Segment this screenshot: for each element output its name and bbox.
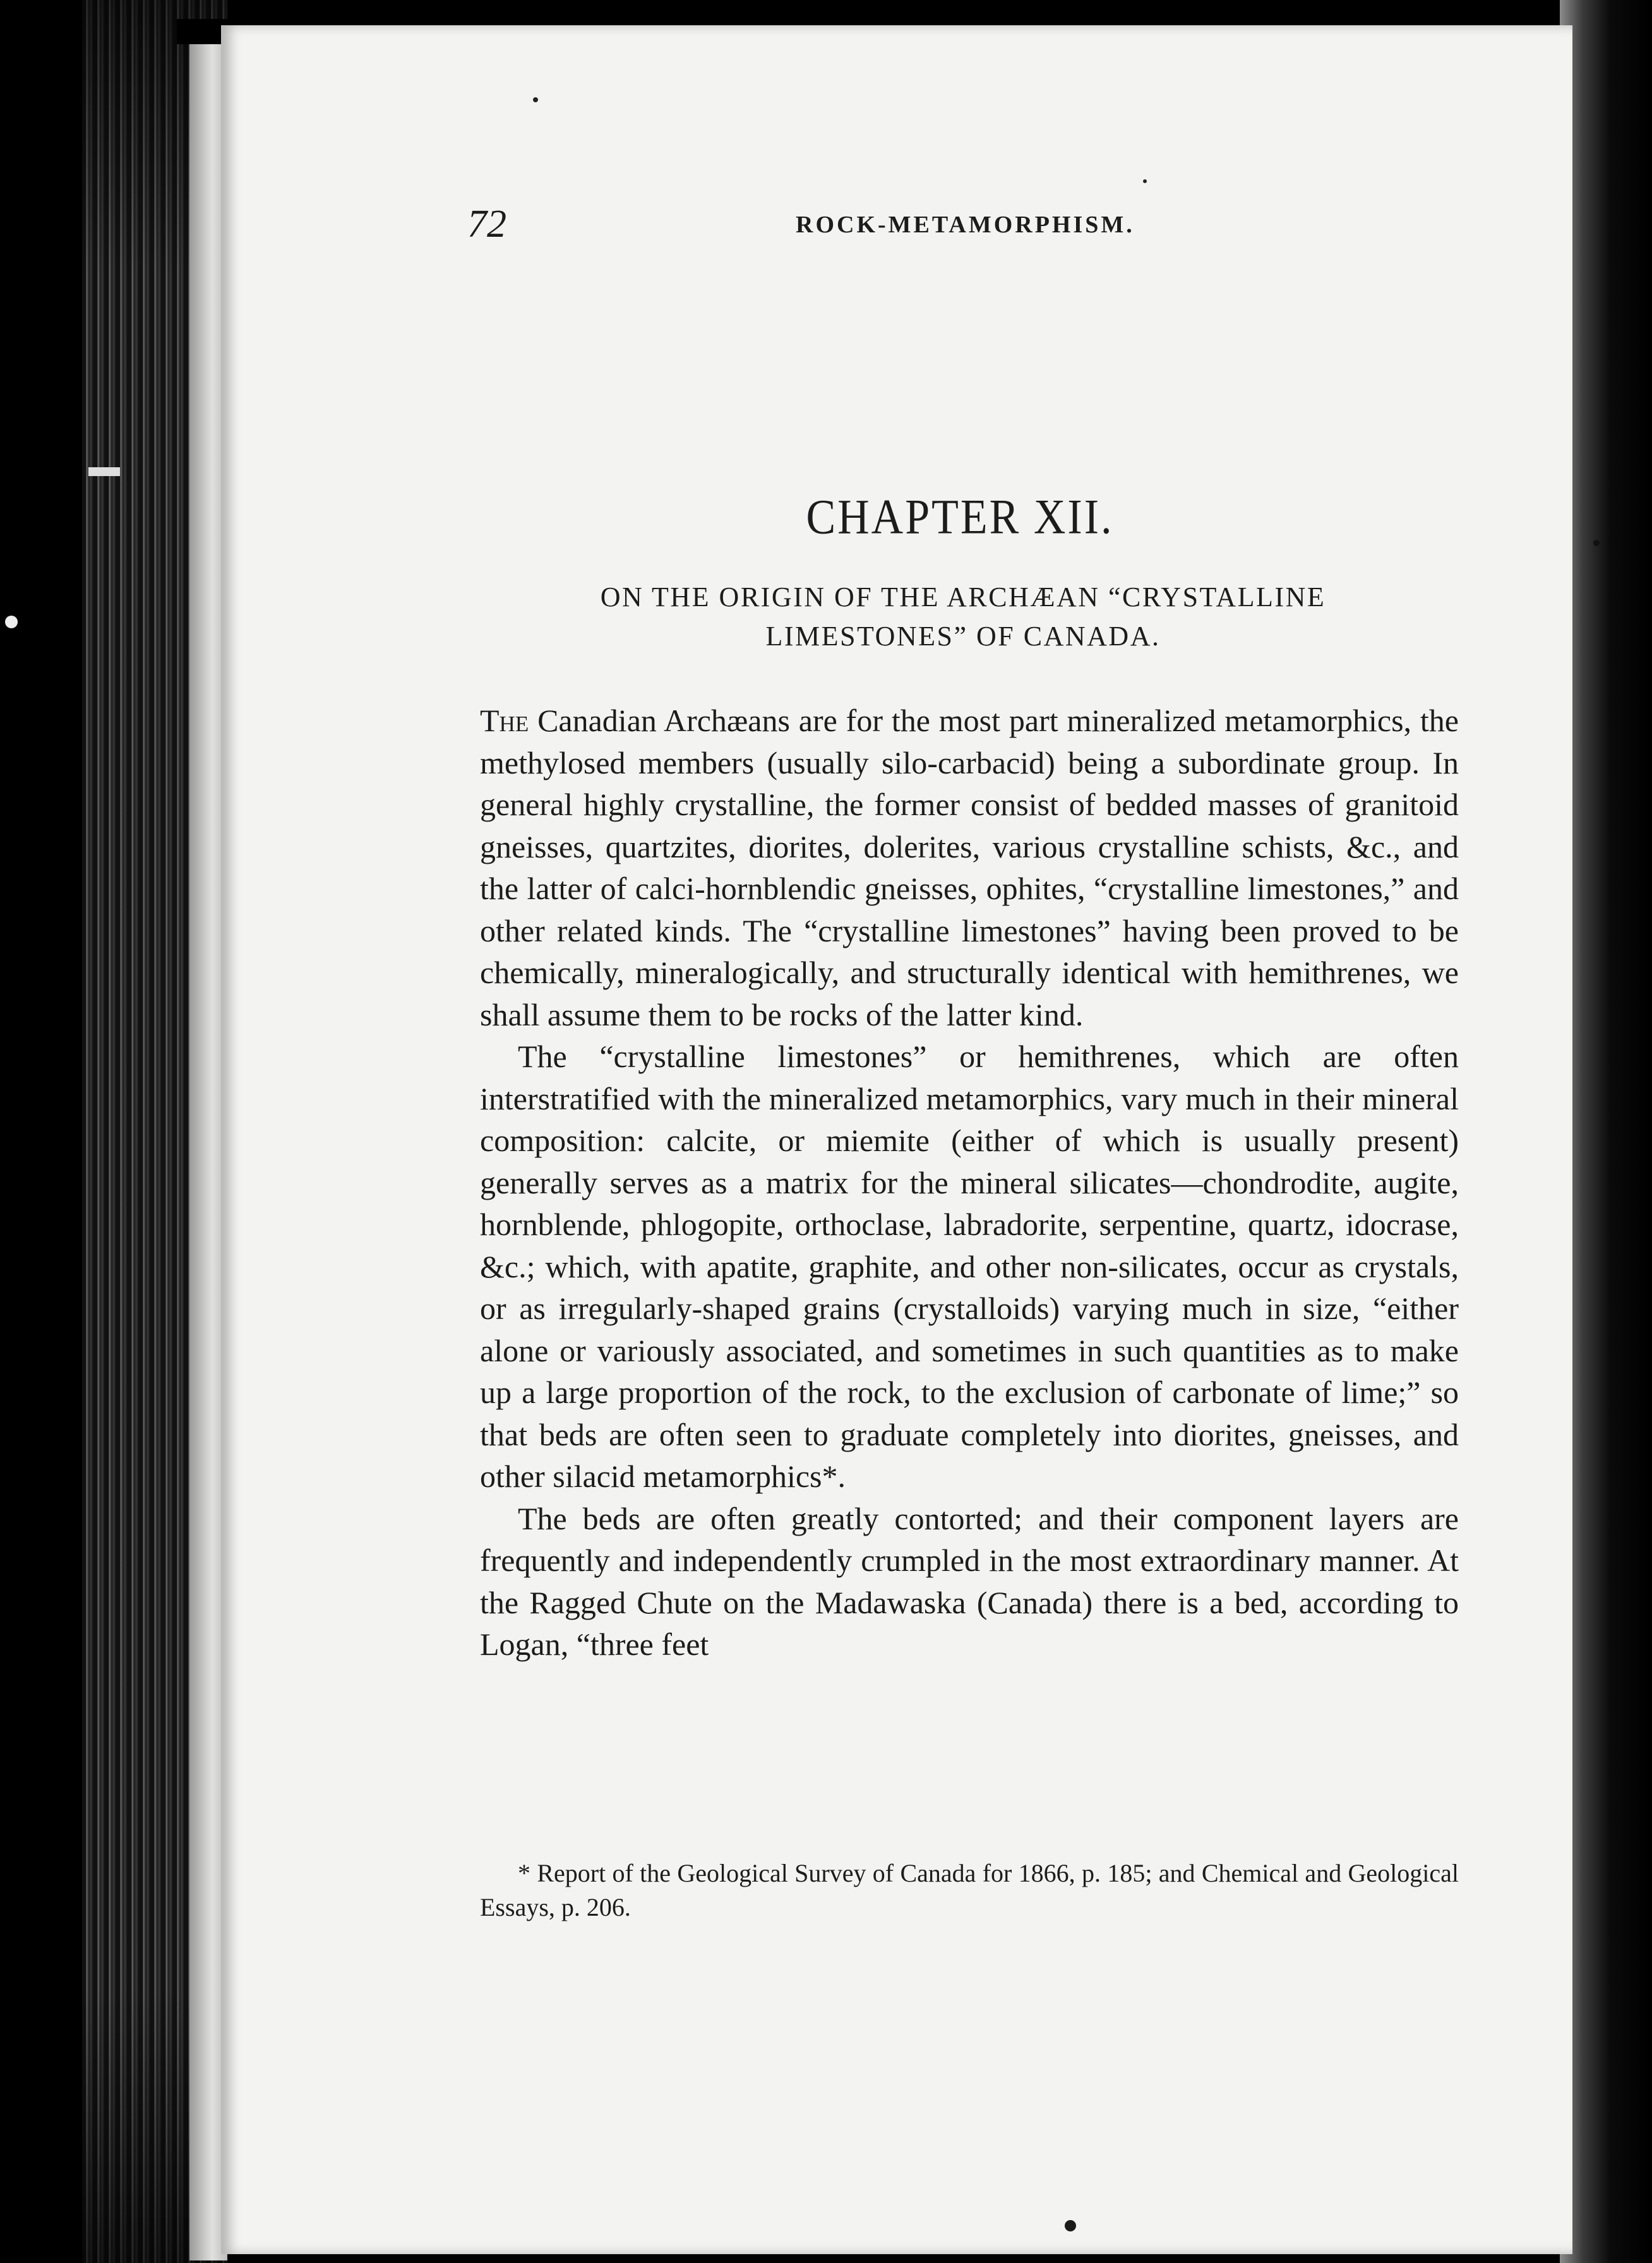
footnote-text: * Report of the Geological Survey of Canada for 1866, p. 185; and Chemical and Geological Essays, p. 206.: [480, 1859, 1459, 1921]
paragraph-3: The beds are often greatly contorted; and their component layers are frequently and independently crumpled in the most extraordinary manner. At the Ragged Chute on the Madawaska (Canada) there is a bed, according to Logan, “three feet: [480, 1500, 1459, 1662]
paragraph-1: [480, 700, 1459, 1036]
gutter-shadow: [1560, 0, 1652, 2263]
running-title: ROCK-METAMORPHISM.: [796, 212, 1135, 238]
paragraph-2: The “crystalline limestones” or hemithrenes, which are often interstratified with the mineralized metamorphics, vary much in their mineral composition: calcite, or miemite (either of which is usually present) generally serves as a matrix for the mineral silicates—chondrodite, augite, hornblende, phlogopite, orthoclase, labradorite, serpentine, quartz, idocrase, &c.; which, with apatite, graphite, and other non-silicates, occur as crystals, or as irregularly-shaped grains (crystalloids) varying much in size, “either alone or variously associated, and sometimes in such quantities as to make up a large proportion of the rock, to the exclusion of carbonate of lime;” so that beds are often seen to graduate completely into diorites, gneisses, and other silacid metamorphics*.: [480, 1039, 1459, 1494]
page-number: 72: [467, 203, 506, 246]
scan-left-border: [0, 0, 82, 2263]
chapter-heading: CHAPTER XII.: [806, 490, 1114, 545]
paragraph-1-text: Canadian Archæans are for the most part mineralized metamorphics, the methylosed members (usually silo-carbacid) being a subordinate group. In general highly crystalline, the former consist of bedded masses of granitoid gneisses, quartzites, diorites, dolerites, various crystalline schists, &c., and the latter of calci-hornblendic gneisses, ophites, “crystalline limestones,” and other related kinds. The “crystalline limestones” having been proved to be chemically, mineralogically, and structurally identical with hemithrenes, we shall assume them to be rocks of the latter kind.: [480, 703, 1459, 1032]
running-head: [467, 202, 1452, 253]
chapter-subtitle: ON THE ORIGIN OF THE ARCHÆAN “CRYSTALLINE LIMESTONES” OF CANADA.: [600, 582, 1326, 652]
footnote: [480, 1856, 1459, 1925]
body-text: [480, 700, 1459, 1666]
paragraph-1-lead: The: [480, 703, 529, 738]
